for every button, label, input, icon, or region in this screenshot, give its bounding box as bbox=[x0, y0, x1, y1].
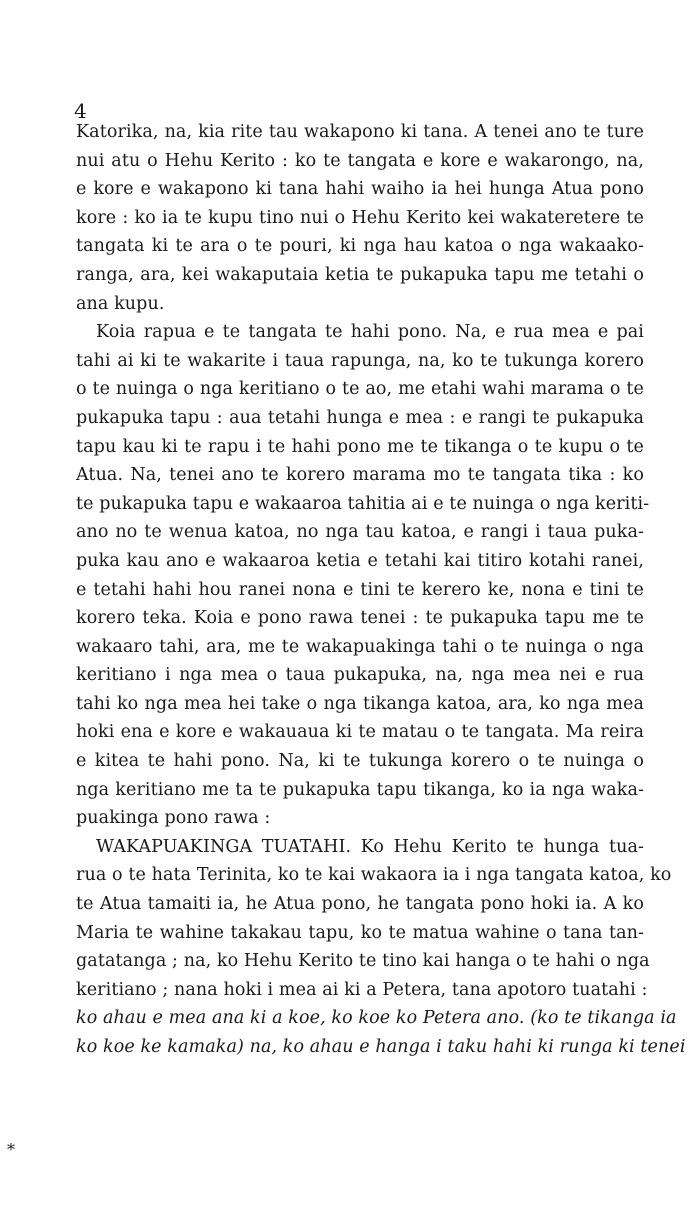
text-line: tangata ki te ara o te pouri, ki nga hau katoa o nga wakaako- bbox=[76, 236, 644, 257]
text-line: Katorika, na, kia rite tau wakapono ki tana. A tenei ano te ture bbox=[76, 122, 644, 142]
paragraph-start-line: Koia rapua e te tangata te hahi pono. Na, e rua mea e pai bbox=[96, 322, 644, 343]
text-line: wakaaro tahi, ara, me te wakapuakinga tahi o te nuinga o nga bbox=[76, 636, 644, 657]
text-line: e tetahi hahi hou ranei nona e tini te kerero ke, nona e tini te bbox=[76, 579, 644, 600]
text-line: keritiano i nga mea o taua pukapuka, na, nga mea nei e rua bbox=[76, 665, 644, 686]
text-line: tahi ai ki te wakarite i taua rapunga, na, ko te tukunga korero bbox=[76, 350, 644, 371]
text-line: e kore e wakapono ki tana hahi waiho ia hei hunga Atua pono bbox=[76, 179, 644, 200]
text-line: korero teka. Koia e pono rawa tenei : te pukapuka tapu me te bbox=[76, 608, 644, 629]
italic-quote-line: ko ahau e mea ana ki a koe, ko koe ko Petera ano. (ko te tikanga ia bbox=[76, 1008, 677, 1029]
text-line: keritiano ; nana hoki i mea ai ki a Petera, tana apotoro tuatahi : bbox=[76, 979, 648, 1000]
text-line: ranga, ara, kei wakaputaia ketia te pukapuka tapu me tetahi o bbox=[76, 264, 644, 285]
text-line: rua o te hata Terinita, ko te kai wakaora ia i nga tangata katoa, ko bbox=[76, 865, 672, 886]
text-line: pukapuka tapu : aua tetahi hunga e mea : e rangi te pukapuka bbox=[76, 407, 644, 428]
footer-mark: * bbox=[7, 1140, 15, 1159]
text-line: nga keritiano me ta te pukapuka tapu tikanga, ko ia nga waka- bbox=[76, 779, 644, 800]
text-line: puka kau ano e wakaaroa ketia e tetahi kai titiro kotahi ranei, bbox=[76, 550, 644, 571]
text-line: e kitea te hahi pono. Na, ki te tukunga korero o te nuinga o bbox=[76, 751, 644, 772]
text-line: ana kupu. bbox=[76, 293, 165, 314]
page-number: 4 bbox=[74, 99, 87, 123]
text-line: hoki ena e kore e wakauaua ki te matau o te tangata. Ma reira bbox=[76, 722, 644, 743]
text-line: gatatanga ; na, ko Hehu Kerito te tino kai hanga o te hahi o nga bbox=[76, 951, 650, 972]
text-line: o te nuinga o nga keritiano o te ao, me etahi wahi marama o te bbox=[76, 379, 644, 400]
text-line: Atua. Na, tenei ano te korero marama mo te tangata tika : ko bbox=[76, 465, 644, 486]
text-line: tapu kau ki te rapu i te hahi pono me te tikanga o te kupu o te bbox=[76, 436, 644, 457]
text-line: ano no te wenua katoa, no nga tau katoa, e rangi i taua puka- bbox=[76, 522, 644, 543]
italic-quote-line: ko koe ke kamaka) na, ko ahau e hanga i taku hahi ki runga ki tenei bbox=[76, 1037, 686, 1057]
text-line: nui atu o Hehu Kerito : ko te tangata e kore e wakarongo, na, bbox=[76, 150, 644, 171]
text-line: puakinga pono rawa : bbox=[76, 808, 271, 829]
text-line: Maria te wahine takakau tapu, ko te matua wahine o tana tan- bbox=[76, 922, 644, 943]
text-line: tahi ko nga mea hei take o nga tikanga katoa, ara, ko nga mea bbox=[76, 693, 644, 714]
body-text bbox=[76, 118, 686, 1062]
paragraph-start-line: WAKAPUAKINGA TUATAHI. Ko Hehu Kerito te hunga tua- bbox=[96, 836, 644, 857]
text-line: te Atua tamaiti ia, he Atua pono, he tangata pono hoki ia. A ko bbox=[76, 894, 644, 915]
text-line: te pukapuka tapu e wakaaroa tahitia ai e te nuinga o nga keriti- bbox=[76, 493, 650, 514]
text-line: kore : ko ia te kupu tino nui o Hehu Kerito kei wakateretere te bbox=[76, 207, 644, 228]
